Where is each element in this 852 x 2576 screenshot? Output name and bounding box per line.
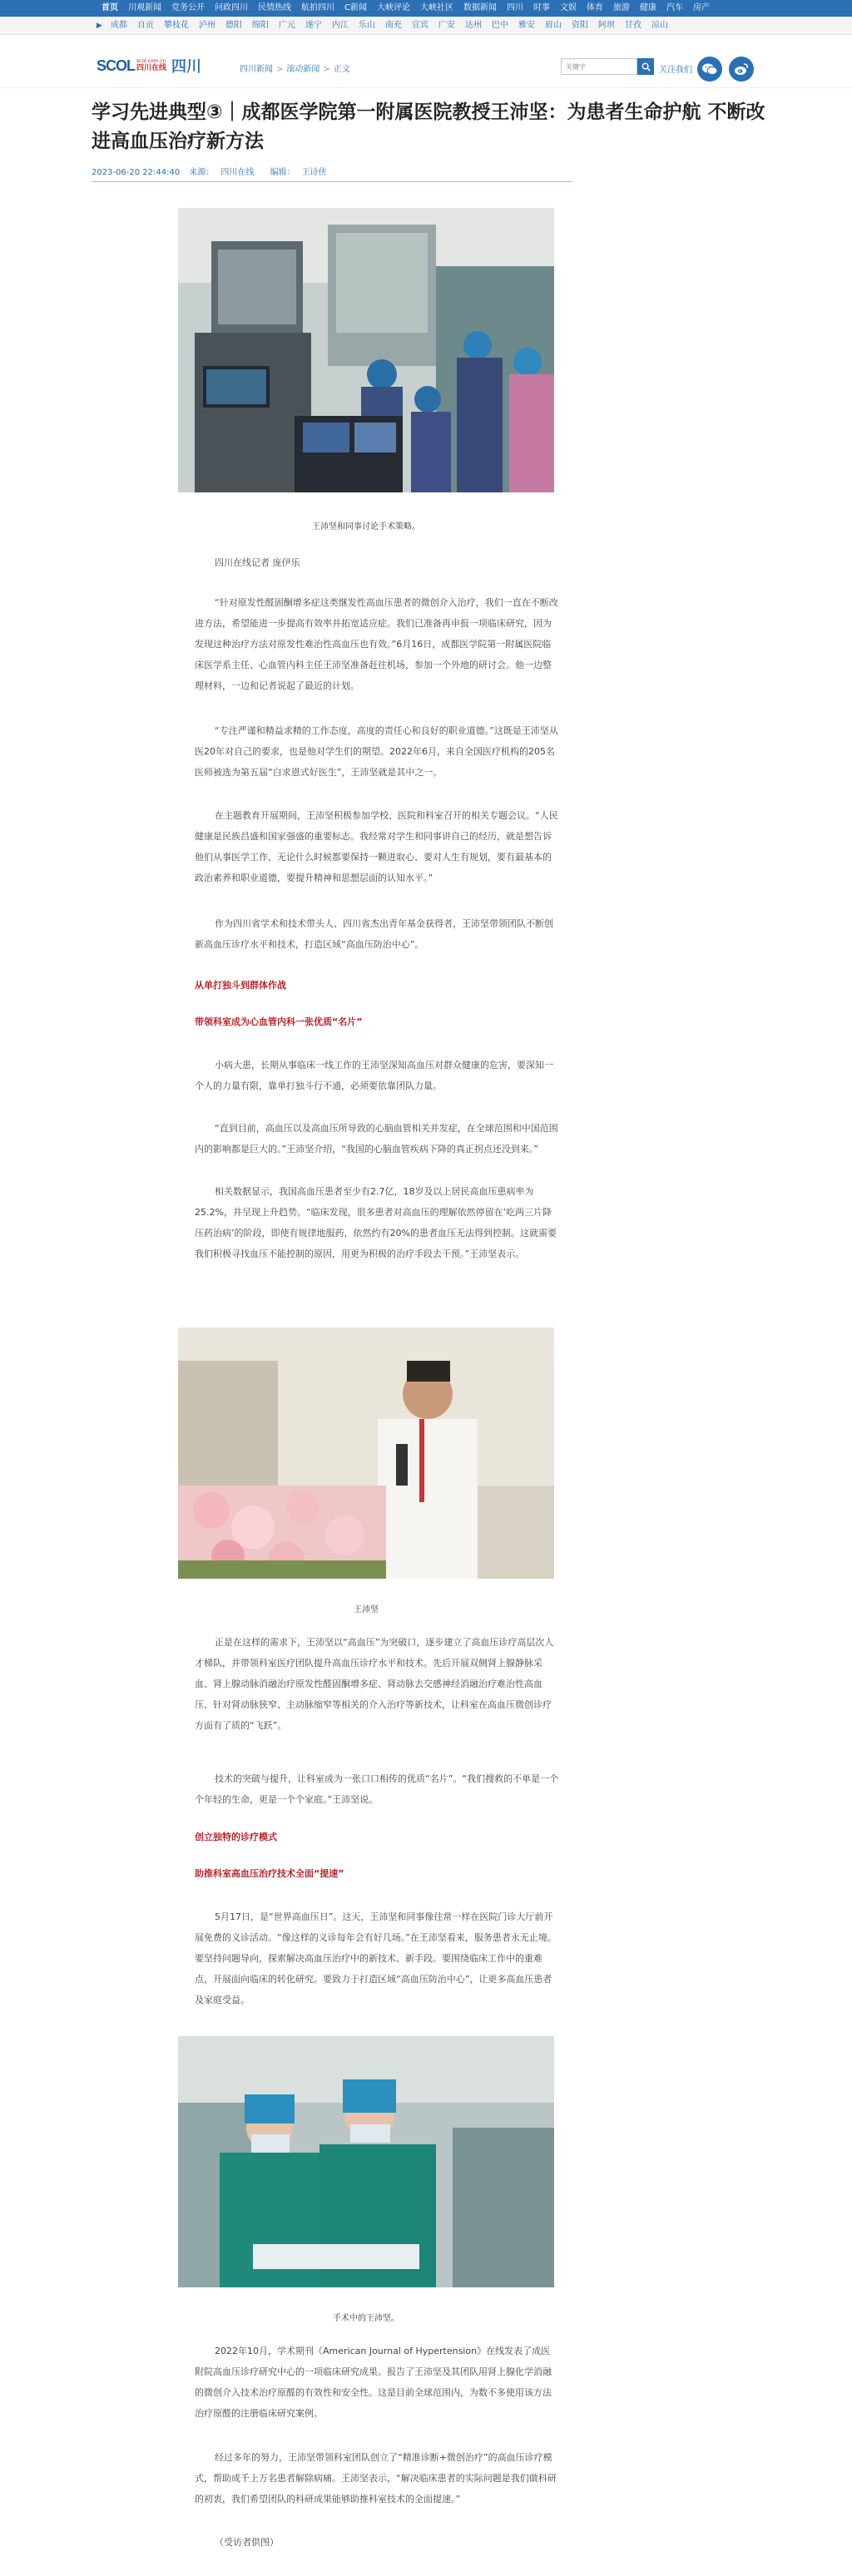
topnav-item[interactable]: 民情热线: [258, 3, 291, 12]
site-header: [0, 35, 852, 88]
city-nav-item[interactable]: 甘孜: [624, 20, 641, 30]
paragraph-4: 作为四川省学术和技术带头人、四川省杰出青年基金获得者，王沛坚带领团队不断创新高血压诊疗水平和技术，打造区域“高血压防治中心”。: [195, 918, 553, 950]
site-logo[interactable]: [97, 55, 201, 77]
paragraph-5: 小病大患，长期从事临床一线工作的王沛坚深知高血压对群众健康的危害，要深知一个人的力量有限，靠单打独斗行不通，必须要依靠团队力量。: [195, 1060, 553, 1091]
topnav-item[interactable]: 健康: [639, 3, 656, 12]
topnav-item[interactable]: 体育: [586, 3, 603, 12]
wechat-icon: [701, 62, 718, 76]
paragraph-7: 相关数据显示，我国高血压患者至少有2.7亿，18岁及以上居民高血压患病率为25.2%，并呈现上升趋势。“临床发现，很多患者对高血压的理解依然停留在‘吃两三片降压药治病’的阶段，即使有规律地服药，依然约有20%的患者血压无法得到控制。这就需要我们积极寻找血压不能控制的原因，用更为积极的治疗手段去干预。”王沛坚表示。: [195, 1186, 557, 1259]
search-button[interactable]: [637, 58, 654, 75]
publish-date: 2023-06-20 22:44:40: [92, 168, 181, 177]
city-nav-item[interactable]: 遂宁: [305, 20, 322, 30]
paragraph-9: 技术的突破与提升，让科室成为一张口口相传的优质“名片”。“我们搜救的不单是一个个年轻的生命，更是一个个家庭。”王沛坚说。: [195, 1773, 559, 1805]
breadcrumb-sichuan-news[interactable]: 四川新闻: [240, 65, 273, 74]
author-line: 四川在线记者 庞伊乐: [215, 557, 300, 568]
source-link[interactable]: 四川在线: [220, 168, 255, 177]
topnav-item[interactable]: 旅游: [612, 3, 630, 12]
city-nav-item[interactable]: 眉山: [544, 20, 562, 30]
city-nav-item[interactable]: 乐山: [358, 20, 375, 30]
play-arrow-icon: ▶: [97, 21, 102, 30]
topnav-item[interactable]: 航拍四川: [301, 3, 334, 12]
paragraph-1: “针对原发性醛固酮增多症这类继发性高血压患者的微创介入治疗，我们一直在不断改进方法，希望能进一步提高有效率并拓宽适应症。我们已准备再申报一项临床研究，因为发现这种治疗方法对原发性难治性高血压也有效。”6月16日，成都医学院第一附属医院临床医学系主任、心血管内科主任王沛坚准备赶往机场，参加一个外地的研讨会。他一边整理材料，一边和记者说起了最近的计划。: [195, 597, 558, 691]
paragraph-3: 在主题教育开展期间，王沛坚积极参加学校、医院和科室召开的相关专题会议。“人民健康是民族昌盛和国家强盛的重要标志。我经常对学生和同事讲自己的经历，就是想告诉他们从事医学工作，无论什么时候都要保持一颗进取心、要对人生有规划，要有最基本的政治素养和职业道德，要提升精神和思想层面的认知水平。”: [195, 810, 558, 883]
topnav-item[interactable]: 党务公开: [171, 3, 205, 12]
logo-domain: scol.com.cn: [136, 58, 166, 64]
photo-surgery-discussion: [178, 208, 554, 492]
city-nav-item[interactable]: 阿坝: [597, 20, 615, 30]
figure-3: [178, 2036, 554, 2323]
caption-1: 王沛坚和同事讨论手术策略。: [312, 522, 420, 532]
subheading-4: 助推科室高血压治疗技术全面“提速”: [195, 1868, 344, 1879]
city-nav-item[interactable]: 内江: [331, 20, 349, 30]
city-nav-item[interactable]: 成都: [110, 20, 127, 30]
editor-label: 编辑：: [270, 168, 295, 177]
topnav-item-home[interactable]: 首页: [102, 3, 118, 12]
city-nav-item[interactable]: 广元: [278, 20, 295, 30]
topnav-item[interactable]: 大峡社区: [419, 3, 453, 12]
subheading-1: 从单打独斗到群体作战: [195, 980, 286, 991]
city-nav-item[interactable]: 攀枝花: [163, 20, 189, 30]
caption-2: 王沛坚: [354, 1605, 379, 1614]
subheading-2: 带领科室成为心血管内科一张优质“名片”: [195, 1016, 363, 1027]
breadcrumb-current: 正文: [333, 65, 350, 74]
paragraph-11: 2022年10月，学术期刊《American Journal of Hypertension》在线发表了成医附院高血压诊疗研究中心的一项临床研究成果。报告了王沛坚及其团队用肾上腺化学消融的微创介入技术治疗原醛的有效性和安全性。这是目前全球范围内，为数不多使用该方法治疗原醛的注册临床研究案例。: [195, 2346, 552, 2419]
paragraph-8: 正是在这样的需求下，王沛坚以“高血压”为突破口，逐步建立了高血压诊疗高层次人才梯队，并带领科室医疗团队提升高血压诊疗水平和技术。先后开展双侧肾上腺静脉采血、肾上腺动脉消融治疗原发性醛固酮增多症、肾动脉去交感神经消融治疗难治性高血压、针对肾动脉狭窄、主动脉缩窄等相关的介入治疗等新技术，让科室在高血压微创诊疗方面有了质的“飞跃”。: [195, 1637, 554, 1731]
search-box: [561, 58, 654, 75]
logo-name: 四川在线: [136, 64, 167, 72]
topnav-item[interactable]: 川观新闻: [128, 3, 161, 12]
city-nav-item[interactable]: 资阳: [571, 20, 588, 30]
city-nav-item[interactable]: 巴中: [491, 20, 508, 30]
paragraph-13: （受访者供图）: [215, 2537, 279, 2548]
topnav-item[interactable]: 汽车: [666, 3, 683, 12]
paragraph-10: 5月17日，是“世界高血压日”。这天，王沛坚和同事像往常一样在医院门诊大厅前开展免费的义诊活动。“像这样的义诊每年会有好几场。”在王沛坚看来，服务患者永无止境。要坚持问题导向，探索解决高血压治疗中的新技术、新手段。要围绕临床工作中的重难点，开展面向临床的转化研究。要致力于打造区域“高血压防治中心”，让更多高血压患者及家庭受益。: [195, 1911, 557, 2005]
breadcrumb: 四川新闻 > 滚动新闻 > 正文: [240, 65, 350, 74]
top-nav-bar: [0, 0, 852, 17]
city-nav-item[interactable]: 德阳: [225, 20, 242, 30]
editor-name: 王诗侠: [301, 168, 327, 177]
city-nav-item[interactable]: 南充: [384, 20, 402, 30]
topnav-item[interactable]: 房产: [692, 3, 710, 12]
article-header: [92, 98, 772, 182]
weibo-icon: [734, 62, 749, 76]
follow-us-label: 关注我们: [659, 66, 692, 75]
wechat-button[interactable]: [697, 57, 722, 82]
city-nav-item[interactable]: 自贡: [136, 20, 154, 30]
paragraph-6: “直到目前，高血压以及高血压所导致的心脑血管相关并发症，在全球范围和中国范围内的影响都是巨大的。”王沛坚介绍，“我国的心脑血管疾病下降的真正拐点还没到来。”: [195, 1123, 558, 1155]
search-input[interactable]: [561, 58, 637, 75]
subheading-3: 创立独特的诊疗模式: [195, 1832, 277, 1842]
city-nav-item[interactable]: 广安: [438, 20, 455, 30]
logo-scol: SCOL: [97, 57, 136, 74]
photo-surgery: [178, 2036, 554, 2287]
city-nav-bar: [0, 17, 852, 35]
topnav-item[interactable]: 数据新闻: [463, 3, 497, 12]
article-title: 学习先进典型③｜成都医学院第一附属医院教授王沛坚：为患者生命护航 不断改进高血压治疗新方法: [92, 101, 765, 152]
city-nav-item[interactable]: 雅安: [518, 20, 535, 30]
search-icon: [641, 62, 651, 72]
topnav-item[interactable]: 四川: [506, 3, 523, 12]
article-meta: [92, 165, 572, 182]
weibo-button[interactable]: [729, 57, 754, 82]
paragraph-12: 经过多年的努力，王沛坚带领科室团队创立了“精准诊断+微创治疗”的高血压诊疗模式，帮助成千上万名患者解除病痛。王沛坚表示，“解决临床患者的实际问题是我们做科研的初衷，我们希望团队的科研成果能够助推科室技术的全面提速。”: [195, 2452, 557, 2504]
photo-speaker: [178, 1328, 554, 1579]
breadcrumb-rolling-news[interactable]: 滚动新闻: [286, 65, 320, 74]
figure-2: [178, 1328, 554, 1614]
source-label: 来源：: [189, 168, 215, 177]
city-nav-item[interactable]: 达州: [464, 20, 482, 30]
topnav-item[interactable]: 文娱: [559, 3, 577, 12]
figure-1: [178, 208, 554, 532]
topnav-item[interactable]: 问政四川: [215, 3, 248, 12]
city-nav-item[interactable]: 凉山: [651, 20, 668, 30]
city-nav-item[interactable]: 宜宾: [411, 20, 428, 30]
logo-section: 四川: [171, 58, 202, 76]
paragraph-2: “专注严谨和精益求精的工作态度，高度的责任心和良好的职业道德。”这既是王沛坚从医20年对自己的要求，也是他对学生们的期望。2022年6月，来自全国医疗机构的205名医师被选为第五届“白求恩式好医生”，王沛坚就是其中之一。: [195, 725, 558, 778]
topnav-item[interactable]: 大峡评论: [376, 3, 410, 12]
city-nav-item[interactable]: 绵阳: [251, 20, 269, 30]
topnav-item[interactable]: C新闻: [344, 3, 367, 12]
topnav-item[interactable]: 时事: [532, 3, 550, 12]
caption-3: 手术中的王沛坚。: [333, 2314, 399, 2323]
city-nav-item[interactable]: 泸州: [198, 20, 215, 30]
